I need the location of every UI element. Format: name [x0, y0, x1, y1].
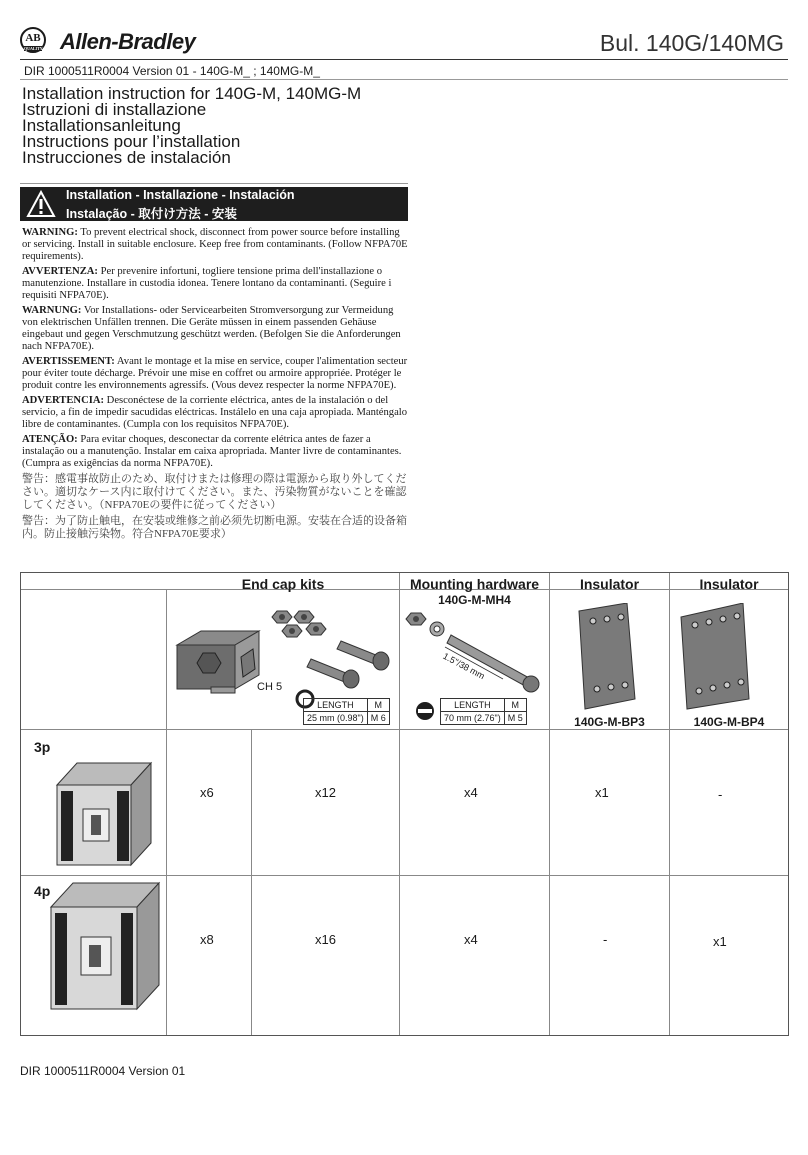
cell-4p-mounting: x4	[464, 932, 478, 947]
title-fr: Instructions pour l’installation	[22, 132, 241, 151]
document-id: DIR 1000511R0004 Version 01 - 140G-M_ ; 140MG-M_	[24, 64, 320, 78]
cell-3p-insulator-bp3: x1	[595, 785, 609, 800]
bulletin-number: Bul. 140G/140MG	[599, 30, 784, 56]
header-end-cap-kits: End cap kits	[241, 576, 325, 592]
warning-label: AVERTISSEMENT:	[22, 356, 115, 367]
warning-divider	[20, 183, 408, 184]
title-block	[22, 86, 361, 166]
table-vline	[251, 729, 252, 1035]
m-header: M	[504, 699, 526, 712]
cell-3p-endcap: x6	[200, 785, 214, 800]
title-es: Instrucciones de instalación	[22, 148, 231, 167]
cell-4p-insulator-bp4: x1	[713, 934, 727, 949]
warning-fr	[22, 356, 408, 392]
screw-length-table	[303, 698, 390, 725]
accessories-table	[20, 572, 789, 1036]
screw-length: 25 mm (0.98")	[304, 712, 368, 725]
insulator-bp3-illustration	[575, 603, 639, 711]
warning-text: Avant le montage et la mise en service, couper l'alimentation secteur pour éviter toute décharge. Prévoir une mise en coffret ou armoire appropriée. Protéger le produit contre les environnements agressifs. (Vous devez respecter la norme NFPA70E).	[22, 356, 408, 391]
warning-label: AVVERTENZA:	[22, 266, 98, 277]
title-it: Istruzioni di installazione	[22, 100, 207, 119]
mounting-length-table	[440, 698, 527, 725]
warning-label: WARNING:	[22, 227, 78, 238]
warning-text: Per prevenire infortuni, togliere tensione prima dell'installazione o manutenzione. Installare in custodia idonea. Tenere lontano da contaminanti. (Seguire i requisiti NFPA70E).	[22, 266, 392, 301]
warning-es	[22, 395, 408, 431]
table-vline	[549, 573, 550, 1035]
warning-label: WARNUNG:	[22, 305, 82, 316]
cell-4p-insulator-bp3: -	[603, 932, 608, 947]
m-header: M	[367, 699, 389, 712]
warning-text: Para evitar choques, desconectar da corrente elétrica antes de fazer a instalação ou a manutenção. Instalar em caixa apropriada. Manter livre de contaminantes. (Cumpra as exigências da norma NFPA70E).	[22, 434, 402, 469]
insulator-bp4-illustration	[677, 603, 751, 711]
insulator-code-bp3: 140G-M-BP3	[574, 715, 645, 729]
table-hline	[21, 729, 788, 730]
cell-3p-screws: x12	[315, 785, 336, 800]
title-en: Installation instruction for 140G-M, 140MG-M	[22, 84, 362, 103]
header-insulator-4p: Insulator	[699, 576, 759, 592]
allen-bradley-logo-icon	[20, 27, 46, 53]
warning-it	[22, 266, 408, 302]
hex-size-label: CH 5	[257, 681, 283, 693]
length-header: LENGTH	[441, 699, 505, 712]
mounting-hardware-code: 140G-M-MH4	[438, 593, 511, 607]
cell-3p-mounting: x4	[464, 785, 478, 800]
logo-sub: QUALITY	[24, 46, 43, 51]
table-vline	[166, 589, 167, 1035]
warning-cn: 警告：为了防止触电，在安装或维修之前必须先切断电源。安装在合适的设备箱内。防止接触污染物。符合NFPA70E要求）	[22, 515, 407, 540]
footer-document-id: DIR 1000511R0004 Version 01	[20, 1064, 186, 1078]
warning-jp: 警告：感電事故防止のため、取付けまたは修理の際は電源から取り外してください。適切なケース内に取付けてください。また、汚染物質がないことを確認してください。（NFPA70Eの要件に従ってください）	[22, 473, 407, 511]
warnings-block	[22, 227, 408, 544]
cell-4p-endcap: x8	[200, 932, 214, 947]
warning-text: Vor Installations- oder Servicearbeiten Stromversorgung zur Vermeidung von elektrischen Unfällen trennen. Die Geräte müssen in einem passenden Gehäuse eingebaut und gegen Verschmutzung geschützt werden. (Befolgen Sie die Anforderungen nach NFPA70E).	[22, 305, 401, 352]
breaker-3p-illustration	[47, 757, 157, 869]
warning-label: ADVERTENCIA:	[22, 395, 105, 406]
header-insulator-3p: Insulator	[579, 576, 640, 592]
warning-banner-line2: Instalação - 取付け方法 - 安装	[66, 207, 237, 221]
warning-en	[22, 227, 408, 263]
breaker-4p-illustration	[43, 879, 165, 1013]
warning-label: ATENÇÃO:	[22, 434, 78, 445]
warning-triangle-icon	[26, 190, 56, 218]
row-label-4p: 4p	[34, 883, 51, 899]
logo-mark: AB	[25, 32, 41, 44]
brand-name: Allen-Bradley	[60, 29, 196, 54]
screw-thread: M 6	[367, 712, 389, 725]
warning-banner-line1: Installation - Installazione - Instalación	[66, 188, 295, 202]
warning-pt	[22, 434, 408, 470]
header-mounting-hardware: Mounting hardware	[409, 576, 540, 592]
title-de: Installationsanleitung	[22, 116, 181, 135]
screw-thread: M 5	[504, 712, 526, 725]
table-hline	[21, 875, 788, 876]
document-id-divider	[20, 79, 788, 80]
screw-dimension-label: 1.5"/38 mm	[441, 650, 487, 682]
warning-text: Desconéctese de la corriente eléctrica, antes de la instalación o del servicio, a fin de impedir sacudidas eléctricas. Instálelo en una caja apropiada. Manténgalo libre de contaminantes. (Cumpla con los requisitos NFPA70E).	[22, 395, 408, 430]
insulator-code-bp4: 140G-M-BP4	[693, 715, 765, 729]
cell-4p-screws: x16	[315, 932, 336, 947]
screw-length: 70 mm (2.76")	[441, 712, 505, 725]
table-vline	[669, 573, 670, 1035]
warning-text: To prevent electrical shock, disconnect from power source before installing or servicing. Install in suitable enclosure. Keep free from contaminants. (Follow NFPA70E requirements).	[22, 227, 408, 262]
length-header: LENGTH	[304, 699, 368, 712]
row-label-3p: 3p	[34, 739, 51, 755]
warning-de	[22, 305, 408, 353]
header-divider	[20, 59, 788, 60]
cell-3p-insulator-bp4: -	[718, 787, 723, 802]
